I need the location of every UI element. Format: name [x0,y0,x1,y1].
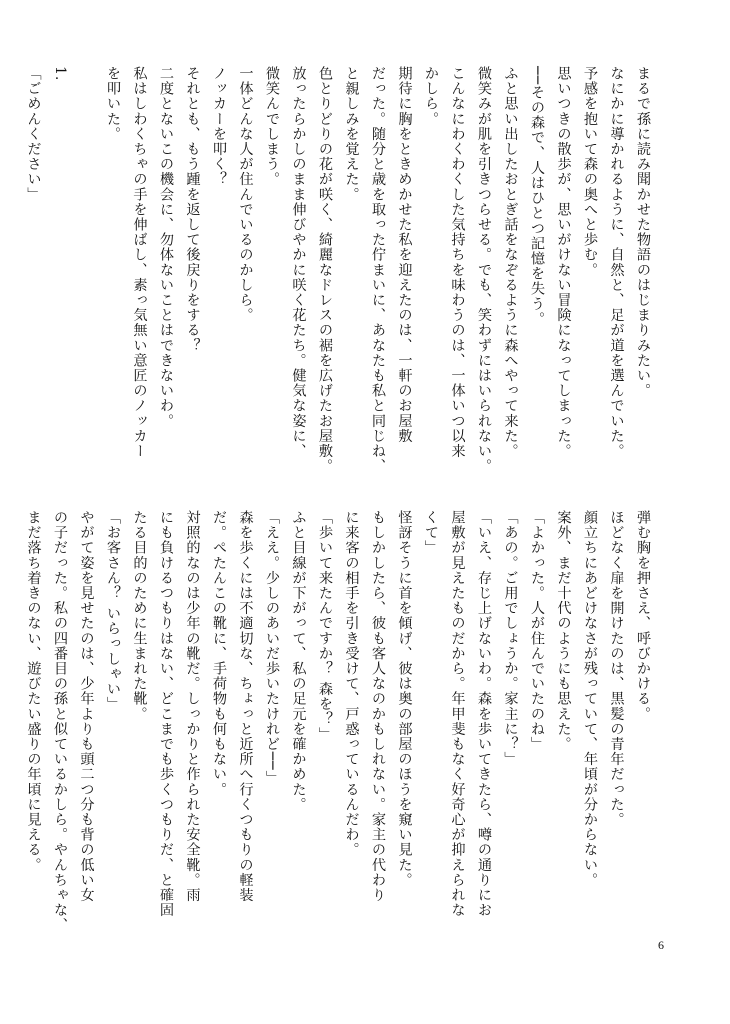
text-column: もしかしたら、彼も客人なのかもしれない。家主の代わり [370,510,386,903]
text-column: ほどなく扉を開けたのは、黒髪の青年だった。 [608,510,625,828]
text-column: 「あの。ご用でしょうか。家主に？」 [502,510,519,767]
text-column: 「お客さん？ いらっしゃい」 [105,510,121,712]
text-column: 一体どんな人が住んでいるのかしら。 [237,66,254,323]
text-column: と親しみを覚えた。 [343,66,360,202]
text-column: 弾む胸を押さえ、呼びかける。 [635,510,651,722]
text-column: を叩いた。 [105,66,121,142]
text-column: ふと思い出したおとぎ話をなぞるように森へやって来た。 [502,66,519,459]
text-column: 予感を抱いて森の奥へと歩む。 [582,66,598,278]
text-column: たる目的のために生まれた靴。 [131,510,148,722]
text-block-bottom [20,510,656,933]
page-number: 6 [658,938,664,952]
text-column: ふと目線が下がって、私の足元を確かめた。 [290,510,307,812]
text-column: 怪訝そうに首を傾げ、彼は奥の部屋のほうを窺い見た。 [396,510,413,888]
text-column: やがて姿を見せたのは、少年よりも頭二つ分も背の低い女 [78,510,95,903]
text-column: まだ落ち着きのない、遊びたい盛りの年頃に見える。 [25,510,42,873]
text-column: 「ごめんください」 [25,66,42,202]
text-column: に来客の相手を引き受けて、戸惑っているんだわ。 [343,510,360,858]
text-column: 期待に胸をときめかせた私を迎えたのは、一軒のお屋敷 [396,66,413,444]
text-column: の子だった。私の四番目の孫と似ているかしら。やんちゃな、 [52,510,68,933]
text-column: 「歩いて来たんですか？ 森を？」 [317,510,333,742]
text-column: 対照的なのは少年の靴だ。しっかりと作られた安全靴。雨 [184,510,201,903]
text-column: 私はしわくちゃの手を伸ばし、素っ気無い意匠のノッカー [131,66,148,459]
text-column [73,66,100,516]
text-column: だ。ぺたんこの靴に、手荷物も何もない。 [211,510,227,797]
text-column: ──その森で、人はひとつ記憶を失う。 [529,66,545,327]
text-column: 顔立ちにあどけなさが残っていて、年頃が分からない。 [582,510,598,888]
text-column: 森を歩くには不適切な、ちょっと近所へ行くつもりの軽装 [237,510,254,903]
text-column: こんなにわくわくした気持ちを味わうのは、一体いつ以来 [449,66,466,459]
text-column: 思いつきの散歩が、思いがけない冒険になってしまった。 [555,66,572,459]
text-column: なにかに導かれるように、自然と、足が道を選んでいた。 [608,66,625,459]
text-column: かしら。 [423,66,439,127]
text-column: 放ったらかしのまま伸びやかに咲く花たち。健気な姿に、 [290,66,307,459]
text-block-top [20,66,656,516]
text-column: 1. [52,66,68,82]
text-column: 「ええ。少しのあいだ歩いたけれど──」 [264,510,280,786]
text-column: まるで孫に読み聞かせた物語のはじまりみたい。 [635,66,651,399]
text-column: だった。随分と歳を取った佇まいに、あなたも私と同じね、 [370,66,386,474]
text-column: 「いえ、存じ上げないわ。森を歩いてきたら、噂の通りにお [476,510,492,918]
text-column: 微笑みが肌を引きつらせる。でも、笑わずにはいられない。 [476,66,492,474]
text-column: 二度とないこの機会に、勿体ないことはできないわ。 [158,66,174,429]
text-column: それとも、もう踵を返して後戻りをする？ [184,66,201,353]
text-column: 色とりどりの花が咲く、綺麗なドレスの裾を広げたお屋敷。 [317,66,333,474]
text-column: 「よかった。人が住んでいたのね」 [529,510,545,752]
text-column: 微笑んでしまう。 [264,66,280,187]
text-column: 屋敷が見えたものだから。年甲斐もなく好奇心が抑えられな [449,510,466,918]
text-column: くて」 [423,510,439,556]
text-column: ノッカーを叩く？ [211,66,227,187]
text-column: 案外、まだ十代のようにも思えた。 [555,510,572,752]
text-column: にも負けるつもりはない、どこまでも歩くつもりだ、と確固 [158,510,174,918]
